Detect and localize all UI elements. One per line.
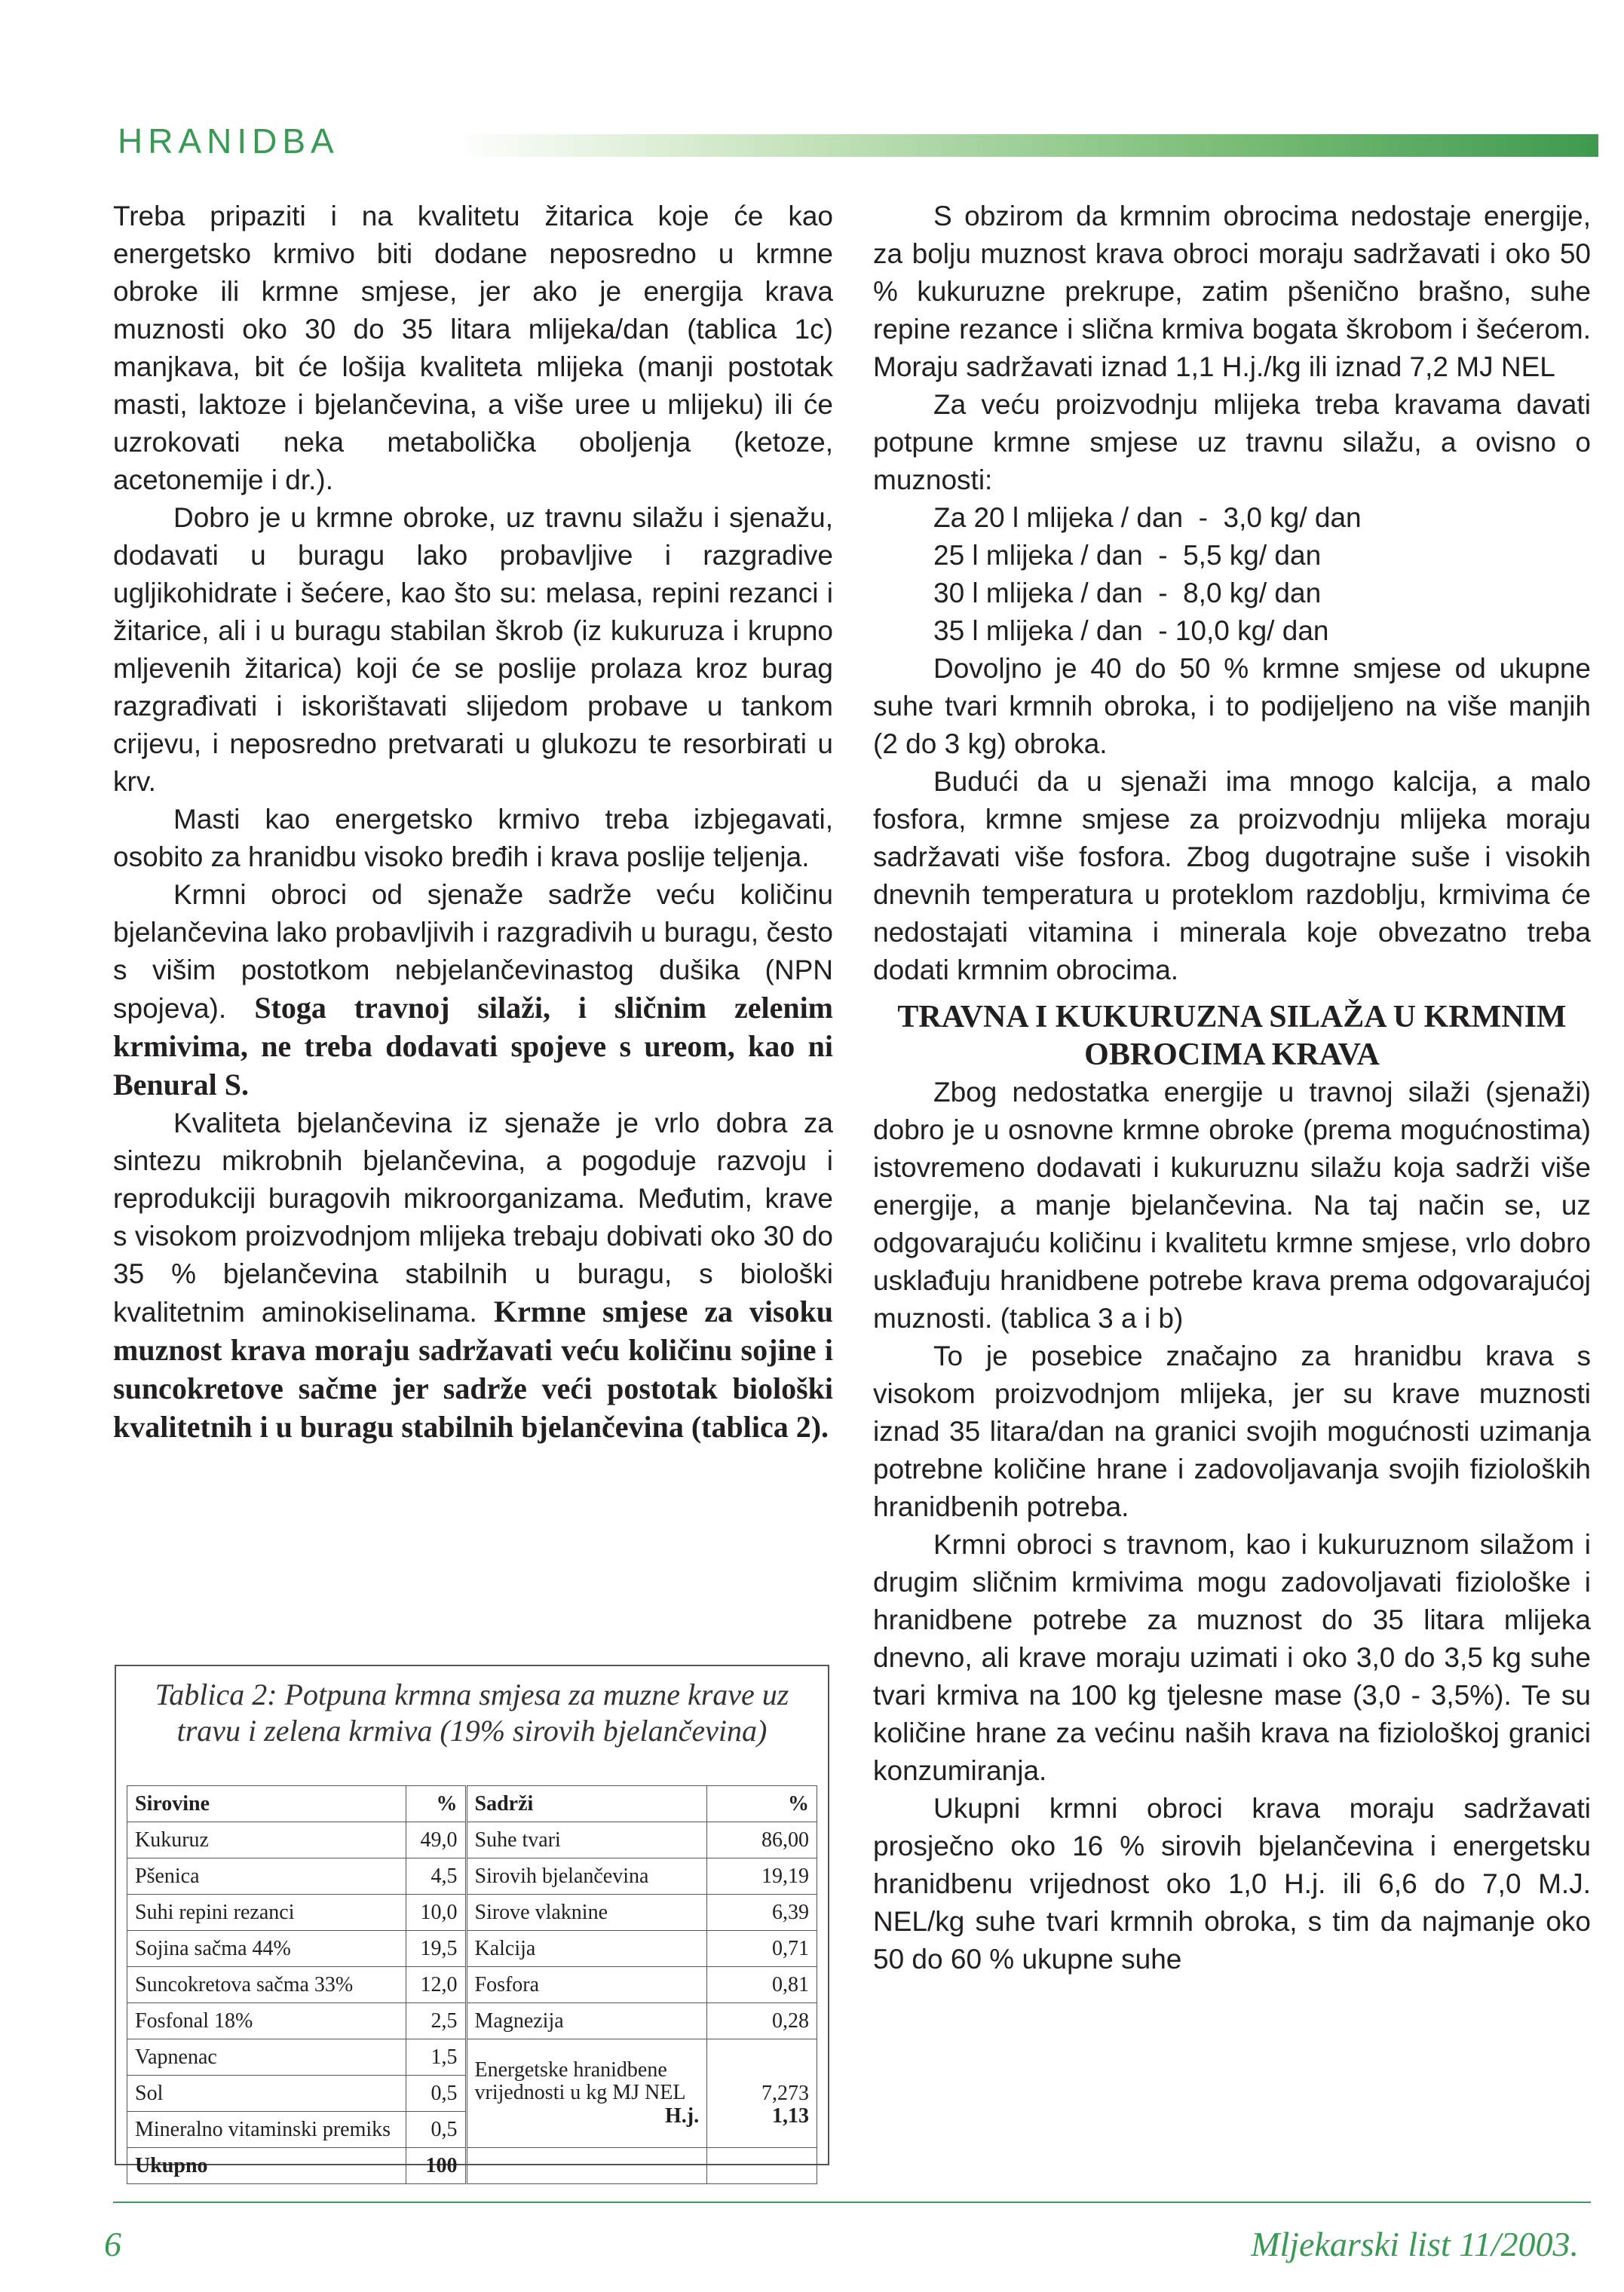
content-pct: 0,81 [707,1967,817,2003]
energy-label-line: Energetske hranidbene [474,2058,667,2082]
table-total-row [127,2148,817,2184]
hj-row [475,2104,700,2128]
energy-values-numbers [707,2039,817,2148]
content-pct: 0,28 [707,2003,817,2039]
table-row [127,1858,817,1895]
emphasis-text: Stoga travnoj silaži, i sličnim zelenim krmivima, ne treba dodavati spojeve s ureom, kao ni Benural S. [113,991,834,1102]
ingredient-pct: 2,5 [406,2003,466,2039]
hj-value: 1,13 [772,2104,809,2128]
journal-title: Mljekarski list 11/2003. [1251,2225,1579,2263]
energy-label-line: vrijednosti u kg MJ NEL [474,2080,686,2104]
content-name: Fosfora [466,1967,707,2003]
ingredient-pct: 4,5 [406,1858,466,1895]
ingredient-name: Sojina sačma 44% [127,1931,406,1967]
paragraph: Krmni obroci s travnom, kao i kukuruznom silažom i drugim sličnim krmivima mogu zadovoljavati fiziološke i hranidbene potrebe za muznost do 35 litara mlijeka dnevno, ali krave moraju uzimati i oko 3,0 do 3,5 kg suhe tvari krmiva na 100 kg tjelesne mase (3,0 - 3,5%). Te su količine hrane za većinu naših krava na fiziološkoj granici konzumiranja. [873,1529,1591,1786]
content-name: Sirove vlaknine [466,1895,707,1931]
content-name: Kalcija [466,1931,707,1967]
section-heading: TRAVNA I KUKURUZNA SILAŽA U KRMNIM OBROCIMA KRAVA [897,1000,1567,1072]
paragraph: Dovoljno je 40 do 50 % krmne smjese od ukupne suhe tvari krmnih obroka, i to podijeljeno na više manjih (2 do 3 kg) obroka. [873,653,1591,759]
total-value: 100 [406,2148,466,2184]
paragraph: Treba pripaziti i na kvalitetu žitarica koje će kao energetsko krmivo biti dodane neposredno u krmne obroke ili krmne smjese, jer ako je energija krava muznosti oko 30 do 35 litara mlijeka/dan (tablica 1c) manjkava, bit će lošija kvaliteta mlijeka (manji postotak masti, laktoze i bjelančevina, a više uree u mlijeku) ili će uzrokovati neka metabolička oboljenja (ketoze, acetonemije i dr.). [113,201,833,495]
mj-nel-value: 7,273 [761,2081,809,2105]
ingredient-name: Suncokretova sačma 33% [127,1967,406,2003]
ingredient-pct: 0,5 [406,2076,466,2112]
header-cell: % [707,1786,817,1822]
ingredient-pct: 10,0 [406,1895,466,1931]
ingredient-pct: 19,5 [406,1931,466,1967]
ingredient-name: Vapnenac [127,2039,406,2076]
hj-label: H.j. [665,2104,700,2128]
content-name: Suhe tvari [466,1822,707,1858]
table-row [127,1967,817,2003]
table-2 [127,1785,817,2184]
ingredient-name: Suhi repini rezanci [127,1895,406,1931]
emphasis-text: Krmne smjese za visoku muznost krava moraju sadržavati veću količinu sojine i suncokretove sačme jer sadrže veći postotak biološki kvalitetnih i u buragu stabilnih bjelančevina (tablica 2). [113,1295,834,1444]
content-name: Sirovih bjelančevina [466,1858,707,1895]
ingredient-pct: 49,0 [406,1822,466,1858]
ingredient-name: Sol [127,2076,406,2112]
paragraph: Masti kao energetsko krmivo treba izbjegavati, osobito za hranidbu visoko bređih i krava poslije teljenja. [113,804,833,872]
right-column [873,198,1591,1978]
section-title: HRANIDBA [118,121,339,161]
total-label: Ukupno [127,2148,406,2184]
content-pct: 6,39 [707,1895,817,1931]
content-pct: 86,00 [707,1822,817,1858]
paragraph: Zbog nedostatka energije u travnoj silaži (sjenaži) dobro je u osnovne krmne obroke (prema mogućnostima) istovremeno dodavati i kukuruznu silažu koja sadrži više energije, a manje bjelančevina. Na taj način se, uz odgovarajuću količinu i kvalitetu krmne smjese, vrlo dobro usklađuju hranidbene potrebe krava prema odgovarajućoj muznosti. (tablica 3 a i b) [873,1077,1591,1334]
ingredient-pct: 0,5 [406,2112,466,2148]
feed-amount-list [873,499,1591,650]
content-name: Magnezija [466,2003,707,2039]
header-accent-bar [452,134,1598,157]
paragraph-text: Kvaliteta bjelančevina iz sjenaže je vrlo dobra za sintezu mikrobnih bjelančevina, a pogoduje razvoju i reprodukciji buragovih mikroorganizama. Međutim, krave s visokom proizvodnjom mlijeka trebaju dobivati oko 30 do 35 % bjelančevina stabilnih u buragu, s biološki kvalitetnim aminokiselinama. [113,1108,833,1328]
header-cell: Sirovine [127,1786,406,1822]
header-cell: % [406,1786,466,1822]
table-row [127,1822,817,1858]
table-row [127,1895,817,1931]
energy-values-cell [466,2039,707,2148]
list-item: 25 l mlijeka / dan - 5,5 kg/ dan [933,540,1322,571]
content-pct: 19,19 [707,1858,817,1895]
paragraph [113,1105,833,1447]
paragraph: Za veću proizvodnju mlijeka treba kravama davati potpune krmne smjese uz travnu silažu, a ovisno o muznosti: [873,389,1591,495]
ingredient-name: Fosfonal 18% [127,2003,406,2039]
paragraph: Budući da u sjenaži ima mnogo kalcija, a malo fosfora, krmne smjese za proizvodnju mlijeka moraju sadržavati više fosfora. Zbog dugotrajne suše i visokih dnevnih temperatura u proteklom razdoblju, krmivima će nedostajati vitamina i minerala koje obvezatno treba dodati krmnim obrocima. [873,766,1591,985]
table-caption: Tablica 2: Potpuna krmna smjesa za muzne krave uz travu i zelena krmiva (19% sirovih bjelančevina) [155,1678,789,1748]
table-row [127,2039,817,2076]
ingredient-pct: 1,5 [406,2039,466,2076]
footer-divider [113,2202,1591,2203]
left-column [113,198,833,1447]
paragraph-text: Krmni obroci od sjenaže sadrže veću količinu bjelančevina lako probavljivih i razgradivih u buragu, često s višim postotkom nebjelančevinastog dušika (NPN spojeva). [113,879,833,1024]
table-row [127,2003,817,2039]
paragraph: Ukupni krmni obroci krava moraju sadržavati prosječno oko 16 % sirovih bjelančevina i energetsku hranidbenu vrijednost oko 1,0 H.j. ili 6,6 do 7,0 M.J. NEL/kg suhe tvari krmnih obroka, s tim da najmanje oko 50 do 60 % ukupne suhe [873,1793,1591,1975]
paragraph: To je posebice značajno za hranidbu krava s visokom proizvodnjom mlijeka, jer su krave muznosti iznad 35 litara/dan na granici svojih mogućnosti uzimanja potrebne količine hrane i zadovoljavanja svojih fizioloških hranidbenih potreba. [873,1341,1591,1522]
list-item: 30 l mlijeka / dan - 8,0 kg/ dan [933,578,1322,608]
list-item: Za 20 l mlijeka / dan - 3,0 kg/ dan [933,502,1362,533]
table-header-row [127,1786,817,1822]
ingredient-name: Mineralno vitaminski premiks [127,2112,406,2148]
paragraph: Dobro je u krmne obroke, uz travnu silažu i sjenažu, dodavati u buragu lako probavljive i razgradive ugljikohidrate i šećere, kao što su: melasa, repini rezanci i žitarice, ali i u buragu stabilan škrob (iz kukuruza i krupno mljevenih žitarica) koji će se poslije prolaza kroz burag razgrađivati i iskorištavati slijedom probave u tankom crijevu, i neposredno pretvarati u glukozu te resorbirati u krv. [113,502,833,797]
table-2-box [115,1665,829,2177]
ingredient-name: Kukuruz [127,1822,406,1858]
page-number: 6 [104,2225,121,2263]
header-cell: Sadrži [466,1786,707,1822]
paragraph [113,876,833,1105]
table-row [127,1931,817,1967]
content-pct: 0,71 [707,1931,817,1967]
paragraph: S obzirom da krmnim obrocima nedostaje energije, za bolju muznost krava obroci moraju sadržavati i oko 50 % kukuruzne prekrupe, zatim pšenično brašno, suhe repine rezance i slična krmiva bogata škrobom i šećerom. Moraju sadržavati iznad 1,1 H.j./kg ili iznad 7,2 MJ NEL [873,201,1591,382]
ingredient-pct: 12,0 [406,1967,466,2003]
list-item: 35 l mlijeka / dan - 10,0 kg/ dan [933,615,1329,646]
ingredient-name: Pšenica [127,1858,406,1895]
